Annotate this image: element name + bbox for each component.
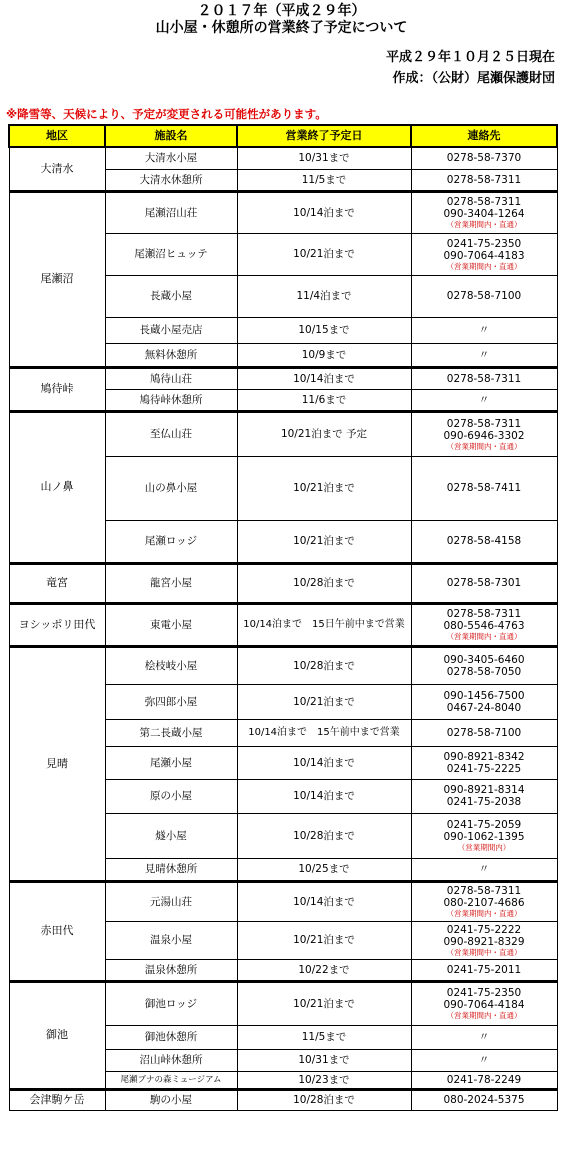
facility-name-cell: 元湯山荘 [105,881,237,921]
contact-cell [411,858,557,881]
end-date-cell: 11/6まで [237,389,411,411]
facility-name-cell: 大清水休憩所 [105,169,237,191]
phone-number: 090-7064-4184 [443,999,525,1011]
contact-cell [411,1071,557,1089]
phone-number: 〃 [478,863,490,875]
area-cell: 会津駒ケ岳 [9,1089,105,1110]
facility-name-cell: 桧枝岐小屋 [105,646,237,684]
phone-number: 0241-75-2350 [446,237,522,250]
phone-number: 0278-58-7370 [446,152,522,165]
end-date-cell: 10/23まで [237,1071,411,1089]
contact-cell [411,233,557,275]
col-header-facility: 施設名 [105,125,237,147]
facility-name-cell: 尾瀬沼山荘 [105,191,237,233]
facility-name-cell: 鳩待峠休憩所 [105,389,237,411]
contact-cell [411,981,557,1025]
col-header-area: 地区 [9,125,105,147]
phone-number: 0278-58-7100 [446,726,522,739]
end-date-cell: 10/31まで [237,1049,411,1071]
contact-note: （営業期間内・直通） [446,1011,522,1020]
phone-number: 0278-58-7050 [446,665,522,678]
facility-name-cell: 御池休憩所 [105,1025,237,1049]
facility-name-cell: 原の小屋 [105,779,237,813]
facility-name-cell: 第二長蔵小屋 [105,719,237,746]
phone-number: 0278-58-7411 [446,482,522,494]
facility-name-cell: 大清水小屋 [105,147,237,169]
facility-name-cell: 見晴休憩所 [105,858,237,881]
facility-name-cell: 温泉小屋 [105,921,237,959]
area-cell: 竜宮 [9,563,105,603]
col-header-end-date: 営業終了予定日 [237,125,411,147]
facility-name-cell: 尾瀬ブナの森ミュージアム [105,1071,237,1089]
contact-cell [411,719,557,746]
end-date-cell: 10/15まで [237,317,411,343]
contact-cell [411,317,557,343]
facility-name-cell: 龍宮小屋 [105,563,237,603]
table-row [9,147,557,169]
end-date-cell: 11/5まで [237,1025,411,1049]
phone-number: 0241-75-2059 [446,819,522,831]
weather-warning: ※降雪等、天候により、予定が変更される可能性があります。 [6,107,327,121]
contact-cell [411,959,557,981]
end-date-cell: 10/9まで [237,343,411,367]
phone-number: 090-1456-7500 [443,689,525,702]
contact-note: （営業期間内・直通） [446,220,522,229]
area-cell: 山ノ鼻 [9,411,105,563]
facility-name-cell: 駒の小屋 [105,1089,237,1110]
phone-number: 0241-75-2225 [446,762,522,775]
table-header-row [9,125,557,147]
contact-cell [411,646,557,684]
phone-number: 〃 [478,393,490,406]
area-cell: 鳩待峠 [9,367,105,411]
end-date-cell: 10/14泊まで [237,367,411,389]
facility-name-cell: 弥四郎小屋 [105,684,237,719]
contact-cell [411,563,557,603]
end-date-cell: 10/21泊まで [237,233,411,275]
end-date-cell: 10/25まで [237,858,411,881]
table-row [9,981,557,1025]
phone-number: 080-2024-5375 [443,1094,525,1106]
document-title: 山小屋・休憩所の営業終了予定について [155,20,408,36]
end-date-cell: 10/21泊まで [237,520,411,563]
phone-number: 090-6946-3302 [443,429,525,442]
col-header-contact: 連絡先 [411,125,557,147]
table-row [9,411,557,456]
phone-number: 0278-58-7311 [446,608,522,620]
table-row [9,563,557,603]
facility-name-cell: 長蔵小屋 [105,275,237,317]
end-date-cell: 10/21泊まで [237,684,411,719]
contact-cell [411,169,557,191]
area-cell: 御池 [9,981,105,1089]
end-date-cell: 10/21泊まで [237,981,411,1025]
contact-cell [411,746,557,779]
phone-number: 〃 [478,1054,490,1066]
contact-note: （営業期間内・直通） [446,632,522,641]
phone-number: 090-8921-8342 [443,750,525,763]
contact-cell [411,389,557,411]
contact-cell [411,1049,557,1071]
contact-cell [411,367,557,389]
hut-closing-table [8,124,558,1111]
area-cell: 尾瀬沼 [9,191,105,367]
phone-number: 0278-58-4158 [446,535,522,547]
phone-number: 090-3405-6460 [443,653,525,666]
contact-cell [411,456,557,520]
contact-note: （営業期間中・直通） [446,947,522,957]
facility-name-cell: 燧小屋 [105,813,237,858]
table-body [9,147,557,1110]
end-date-cell: 10/31まで [237,147,411,169]
contact-cell [411,881,557,921]
contact-cell [411,411,557,456]
facility-name-cell: 沼山峠休憩所 [105,1049,237,1071]
table-row [9,1089,557,1110]
author: 作成：（公財）尾瀬保護財団 [392,71,555,86]
contact-cell [411,779,557,813]
phone-number: 0278-58-7301 [446,577,522,589]
end-date-cell: 10/22まで [237,959,411,981]
end-date-cell: 11/5まで [237,169,411,191]
as-of-date: 平成２９年１０月２５日現在 [385,50,555,65]
table-row [9,881,557,921]
end-date-cell: 10/14泊まで [237,881,411,921]
end-date-cell: 10/14泊まで [237,191,411,233]
end-date-cell: 10/28泊まで [237,813,411,858]
contact-cell [411,1025,557,1049]
area-cell: 大清水 [9,147,105,191]
facility-name-cell: 尾瀬ロッジ [105,520,237,563]
phone-number: 080-2107-4686 [443,897,525,909]
facility-name-cell: 長蔵小屋売店 [105,317,237,343]
contact-cell [411,343,557,367]
contact-note: （営業期間内・直通） [446,909,522,918]
end-date-cell: 11/4泊まで [237,275,411,317]
table-row [9,367,557,389]
table-row [9,646,557,684]
contact-cell [411,1089,557,1110]
facility-name-cell: 東電小屋 [105,603,237,646]
phone-number: 0278-58-7311 [446,885,522,897]
phone-number: 080-5546-4763 [443,620,525,632]
phone-number: 0278-58-7311 [446,417,522,430]
area-cell: 見晴 [9,646,105,881]
facility-name-cell: 鳩待山荘 [105,367,237,389]
contact-cell [411,520,557,563]
contact-note: （営業期間内・直通） [446,441,522,451]
phone-number: 090-8921-8329 [443,935,525,948]
end-date-cell: 10/21泊まで [237,456,411,520]
area-cell: ヨシッポリ田代 [9,603,105,646]
phone-number: 090-8921-8314 [443,784,525,796]
contact-cell [411,275,557,317]
end-date-cell: 10/28泊まで [237,1089,411,1110]
end-date-cell: 10/21泊まで 予定 [237,411,411,456]
facility-name-cell: 温泉休憩所 [105,959,237,981]
contact-cell [411,603,557,646]
end-date-cell: 10/14泊まで [237,779,411,813]
phone-number: 0467-24-8040 [446,701,522,714]
table-row [9,603,557,646]
phone-number: 0241-75-2038 [446,796,522,808]
table-row [9,191,557,233]
phone-number: 〃 [478,348,490,361]
end-date-cell: 10/14泊まで [237,746,411,779]
facility-name-cell: 無料休憩所 [105,343,237,367]
contact-note: （営業期間内・直通） [446,261,522,271]
phone-number: 0241-75-2222 [446,923,522,936]
facility-name-cell: 至仏山荘 [105,411,237,456]
phone-number: 0278-58-7100 [446,290,522,302]
contact-cell [411,813,557,858]
end-date-cell: 10/28泊まで [237,646,411,684]
phone-number: 0278-58-7311 [446,372,522,385]
contact-cell [411,147,557,169]
end-date-cell: 10/28泊まで [237,563,411,603]
phone-number: 〃 [478,324,490,336]
phone-number: 090-1062-1395 [443,831,525,843]
facility-name-cell: 御池ロッジ [105,981,237,1025]
phone-number: 0241-78-2249 [446,1073,522,1086]
phone-number: 090-7064-4183 [443,249,525,262]
phone-number: 0241-75-2350 [446,987,522,999]
area-cell: 赤田代 [9,881,105,981]
contact-cell [411,921,557,959]
end-date-cell: 10/21泊まで [237,921,411,959]
phone-number: 〃 [478,1031,490,1043]
phone-number: 0278-58-7311 [446,173,522,186]
facility-name-cell: 山の鼻小屋 [105,456,237,520]
end-date-cell: 10/14泊まで 15午前中まで営業 [237,719,411,746]
facility-name-cell: 尾瀬小屋 [105,746,237,779]
document-title-year: ２０１７年（平成２９年） [197,3,366,19]
phone-number: 090-3404-1264 [443,208,525,220]
contact-cell [411,191,557,233]
contact-cell [411,684,557,719]
facility-name-cell: 尾瀬沼ヒュッテ [105,233,237,275]
phone-number: 0278-58-7311 [446,196,522,208]
phone-number: 0241-75-2011 [446,963,522,976]
contact-note: （営業期間内） [457,843,511,852]
end-date-cell: 10/14泊まで 15日午前中まで営業 [237,603,411,646]
